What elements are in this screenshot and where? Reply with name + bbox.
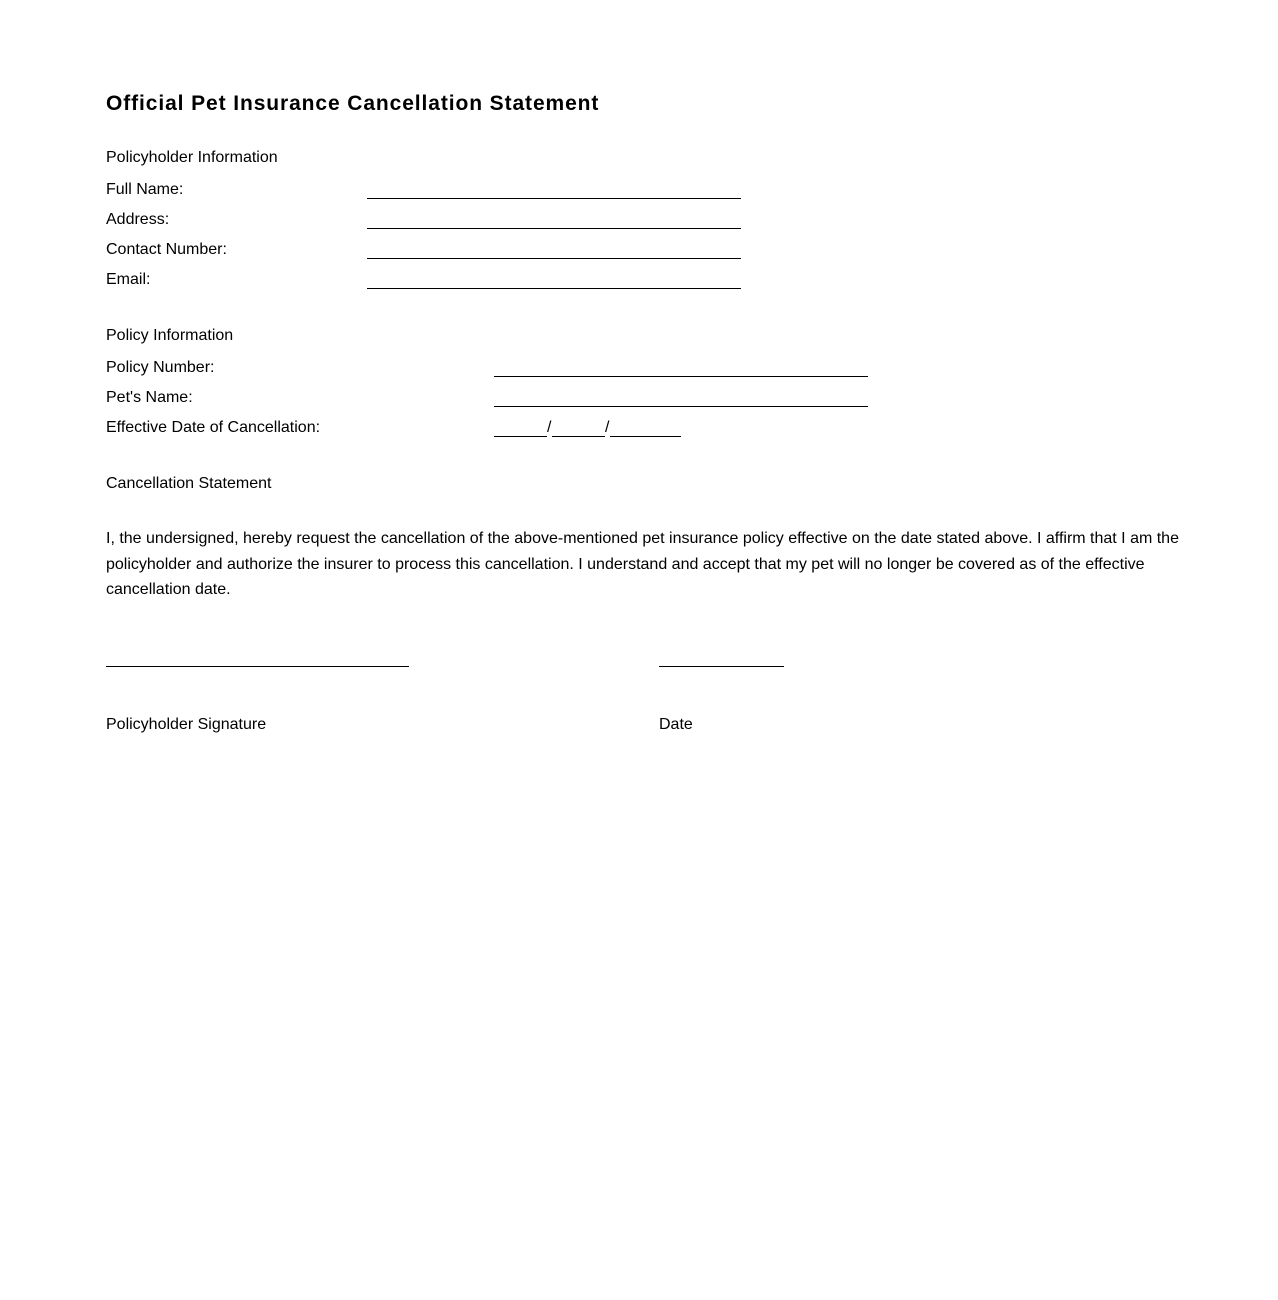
signature-label: Policyholder Signature	[106, 716, 267, 733]
effective-date-blank[interactable]	[494, 418, 684, 438]
field-policy-number	[106, 358, 1006, 378]
field-label: Full Name:	[106, 181, 184, 198]
field-contact-number	[106, 240, 1006, 260]
email-blank[interactable]	[367, 288, 741, 289]
field-label: Effective Date of Cancellation:	[106, 419, 321, 436]
field-address	[106, 210, 1006, 230]
section-heading-cancellation: Cancellation Statement	[106, 475, 272, 492]
field-label: Address:	[106, 211, 170, 228]
section-heading-policyholder: Policyholder Information	[106, 149, 278, 166]
section-heading-policy: Policy Information	[106, 327, 234, 344]
full-name-blank[interactable]	[367, 198, 741, 199]
policy-number-blank[interactable]	[494, 376, 868, 377]
field-full-name	[106, 180, 1006, 200]
contact-number-blank[interactable]	[367, 258, 741, 259]
field-label: Contact Number:	[106, 241, 227, 258]
date-label: Date	[659, 716, 693, 733]
date-day-blank[interactable]	[552, 436, 605, 437]
field-pets-name	[106, 388, 1006, 408]
signature-blank[interactable]	[106, 666, 409, 667]
field-email	[106, 270, 1006, 290]
field-label: Policy Number:	[106, 359, 215, 376]
date-year-blank[interactable]	[610, 436, 681, 437]
date-signed-blank[interactable]	[659, 666, 784, 667]
document-title: Official Pet Insurance Cancellation Statement	[106, 92, 600, 115]
address-blank[interactable]	[367, 228, 741, 229]
date-month-blank[interactable]	[494, 436, 547, 437]
field-label: Pet's Name:	[106, 389, 193, 406]
cancellation-statement-text: I, the undersigned, hereby request the cancellation of the above-mentioned pet insurance policy effective on the date stated above. I affirm that I am the policyholder and authorize the insurer to process this cancellation. I understand and accept that my pet will no longer be covered as of the effective cancellation date.	[106, 530, 1179, 598]
field-label: Email:	[106, 271, 151, 288]
date-separator: /	[547, 419, 552, 436]
date-separator: /	[605, 419, 610, 436]
pets-name-blank[interactable]	[494, 406, 868, 407]
field-effective-date	[106, 418, 1006, 438]
